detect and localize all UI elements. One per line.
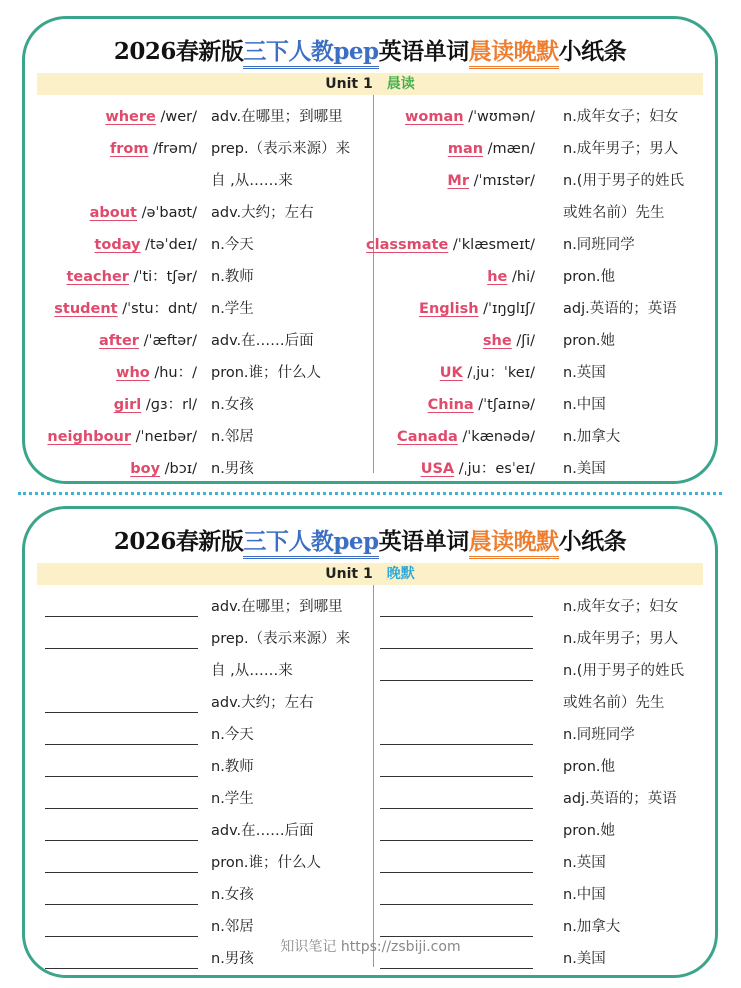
vocab-meaning-text: pron.他 (563, 759, 616, 775)
vocab-meaning (563, 453, 606, 485)
vocab-meaning (211, 293, 254, 325)
vocab-meaning (563, 197, 665, 229)
vocab-phonetic: /təˈdeɪ/ (145, 237, 197, 253)
vocab-phonetic: /ʃi/ (516, 333, 535, 349)
vocab-phonetic: /ˈæftər/ (143, 333, 197, 349)
vocab-phonetic: /ˈstu：dnt/ (122, 301, 197, 317)
vocab-word-entry (90, 197, 197, 229)
vocab-word-entry (448, 133, 535, 165)
title-suffix: 小纸条 (558, 38, 627, 65)
vocab-word: after (98, 333, 139, 349)
answer-blank-line[interactable] (45, 616, 198, 617)
vocab-word: woman (405, 109, 464, 125)
title-prefix: 2026春新版 (113, 38, 244, 65)
vocab-word: from (109, 141, 149, 157)
vocab-meaning-text: n.中国 (563, 397, 606, 413)
vocab-phonetic: /frəm/ (153, 141, 197, 157)
unit-header (37, 563, 703, 585)
vocab-meaning-text: 自 ,从……来 (211, 663, 293, 679)
vocab-meaning (563, 261, 615, 293)
vocab-meaning (211, 101, 343, 133)
vocab-meaning-text: n.学生 (211, 791, 254, 807)
vocab-meaning-text: 自 ,从……来 (211, 173, 293, 189)
vocab-word-entry (114, 389, 197, 421)
vocab-phonetic: /ˈkænədə/ (462, 429, 535, 445)
answer-blank-line[interactable] (45, 648, 198, 649)
vocab-meaning-text: n.邻居 (211, 919, 254, 935)
vocab-meaning-text: pron.谁；什么人 (211, 365, 322, 381)
answer-blank-line[interactable] (45, 840, 198, 841)
vocab-meaning-text: n.加拿大 (563, 919, 621, 935)
vocab-meaning-text: n.今天 (211, 727, 254, 743)
answer-blank-line[interactable] (45, 744, 198, 745)
vocab-word-entry (99, 325, 197, 357)
dotted-separator (18, 492, 722, 495)
title-prefix: 2026春新版 (113, 528, 244, 555)
vocab-word: who (116, 365, 150, 381)
vocab-meaning (563, 421, 620, 453)
vocab-meaning (211, 815, 314, 847)
vocab-meaning-text: adv.在……后面 (211, 823, 314, 839)
vocab-meaning-text: adv.在……后面 (211, 333, 314, 349)
vocab-phonetic: /ɡɜ：rl/ (145, 397, 197, 413)
vocab-phonetic: /ˈmɪstər/ (473, 173, 535, 189)
reading-card (22, 16, 718, 484)
vocab-meaning-text: prep.（表示来源）来 (211, 141, 351, 157)
vocab-meaning-text: n.学生 (211, 301, 254, 317)
vocab-meaning (211, 325, 314, 357)
vocab-meaning (211, 655, 293, 687)
vocab-meaning (211, 453, 254, 485)
vocab-phonetic: /əˈbaʊt/ (141, 205, 197, 221)
vocab-word-entry (483, 325, 535, 357)
watermark: 知识笔记 https://zsbiji.com (280, 939, 461, 955)
answer-blank-line[interactable] (45, 776, 198, 777)
vocab-meaning-text: n.成年女子；妇女 (563, 109, 679, 125)
column-divider (373, 585, 374, 967)
vocab-meaning (211, 783, 254, 815)
vocab-meaning (211, 197, 314, 229)
vocab-word: UK (439, 365, 463, 381)
vocab-meaning (211, 623, 350, 655)
vocab-word: where (105, 109, 156, 125)
vocab-meaning-text: n.男孩 (211, 951, 254, 967)
vocab-meaning-text: pron.她 (563, 823, 616, 839)
vocab-word: girl (113, 397, 142, 413)
vocab-phonetic: /ˌju：esˈeɪ/ (458, 461, 535, 477)
vocab-meaning-text: n.男孩 (211, 461, 254, 477)
vocab-meaning (211, 229, 254, 261)
card-title (25, 33, 715, 66)
vocab-word-entry (116, 357, 197, 389)
vocab-meaning-text: n.教师 (211, 759, 254, 775)
vocab-word: China (427, 397, 474, 413)
vocab-meaning (563, 623, 678, 655)
vocab-meaning-text: n.教师 (211, 269, 254, 285)
vocab-phonetic: /bɔɪ/ (164, 461, 197, 477)
vocab-meaning-text: n.英国 (563, 365, 606, 381)
answer-blank-line[interactable] (380, 616, 533, 617)
vocab-meaning-text: n.美国 (563, 951, 606, 967)
vocab-meaning-text: n.加拿大 (563, 429, 621, 445)
vocab-meaning (563, 719, 635, 751)
vocab-phonetic: /ˈklæsmeɪt/ (452, 237, 535, 253)
vocab-word: he (487, 269, 508, 285)
vocab-meaning-text: n.邻居 (211, 429, 254, 445)
answer-blank-line[interactable] (380, 808, 533, 809)
mode-label: 晚默 (386, 566, 415, 582)
vocab-word: classmate (366, 237, 449, 253)
vocab-meaning (563, 101, 678, 133)
vocab-word: teacher (66, 269, 129, 285)
vocab-meaning (563, 847, 606, 879)
vocab-meaning (211, 357, 321, 389)
vocab-meaning-text: n.同班同学 (563, 727, 635, 743)
vocab-word-entry (47, 421, 197, 453)
vocab-word-entry (487, 261, 535, 293)
vocab-meaning (563, 687, 665, 719)
title-middle: 英语单词 (378, 528, 469, 555)
answer-blank-line[interactable] (45, 872, 198, 873)
unit-label: Unit 1 (325, 76, 373, 92)
title-mode: 晨读晚默 (469, 38, 559, 69)
answer-blank-line[interactable] (380, 968, 533, 969)
column-divider (373, 95, 374, 473)
vocab-meaning-text: 或姓名前）先生 (563, 695, 665, 711)
vocab-word: student (54, 301, 118, 317)
vocab-phonetic: /ˈti：tʃər/ (133, 269, 197, 285)
vocab-meaning (211, 261, 254, 293)
vocab-meaning (211, 591, 343, 623)
answer-blank-line[interactable] (45, 712, 198, 713)
vocab-phonetic: /ˌju：ˈkeɪ/ (467, 365, 535, 381)
vocab-meaning (211, 389, 254, 421)
vocab-meaning (211, 421, 254, 453)
vocab-word: USA (420, 461, 455, 477)
vocab-meaning (563, 591, 678, 623)
title-edition: 三下人教pep (243, 528, 378, 559)
vocab-meaning-text: n.女孩 (211, 397, 254, 413)
vocab-word: Mr (447, 173, 469, 189)
vocab-phonetic: /ˈwʊmən/ (468, 109, 535, 125)
vocab-word: neighbour (47, 429, 132, 445)
vocab-meaning (563, 165, 684, 197)
vocab-meaning-text: n.(用于男子的姓氏 (563, 173, 684, 189)
vocab-meaning (563, 655, 684, 687)
vocab-phonetic: /hi/ (512, 269, 535, 285)
vocab-word-entry (110, 133, 197, 165)
vocab-meaning (563, 879, 606, 911)
vocab-meaning-text: pron.她 (563, 333, 616, 349)
vocab-meaning-text: adj.英语的；英语 (563, 301, 677, 317)
vocab-phonetic: /ˈneɪbər/ (135, 429, 197, 445)
answer-blank-line[interactable] (380, 744, 533, 745)
vocab-word-entry (366, 229, 535, 261)
title-mode: 晨读晚默 (469, 528, 559, 559)
unit-label: Unit 1 (325, 566, 373, 582)
vocab-meaning-text: n.中国 (563, 887, 606, 903)
vocab-meaning (563, 293, 677, 325)
vocab-word: about (89, 205, 137, 221)
answer-blank-line[interactable] (380, 776, 533, 777)
vocab-word-entry (105, 101, 197, 133)
answer-blank-line[interactable] (380, 680, 533, 681)
vocab-word-entry (54, 293, 197, 325)
answer-blank-line[interactable] (380, 648, 533, 649)
vocab-meaning (211, 879, 254, 911)
vocab-word-entry (130, 453, 197, 485)
vocab-phonetic: /mæn/ (487, 141, 535, 157)
vocab-meaning-text: 或姓名前）先生 (563, 205, 665, 221)
title-edition: 三下人教pep (243, 38, 378, 69)
vocab-word-entry (447, 165, 535, 197)
vocab-meaning-text: n.成年女子；妇女 (563, 599, 679, 615)
vocab-phonetic: /ˈɪŋɡlɪʃ/ (483, 301, 535, 317)
vocab-meaning (563, 325, 615, 357)
vocab-word: English (419, 301, 479, 317)
vocab-meaning-text: adv.在哪里；到哪里 (211, 109, 343, 125)
dictation-card (22, 506, 718, 978)
vocab-meaning (211, 687, 314, 719)
vocab-word: Canada (397, 429, 458, 445)
vocab-phonetic: /hu：/ (154, 365, 197, 381)
vocab-meaning-text: prep.（表示来源）来 (211, 631, 351, 647)
title-suffix: 小纸条 (558, 528, 627, 555)
vocab-phonetic: /ˈtʃaɪnə/ (478, 397, 535, 413)
vocab-meaning (211, 165, 293, 197)
vocab-word-entry (67, 261, 198, 293)
vocab-meaning (563, 357, 606, 389)
vocab-word-entry (428, 389, 535, 421)
vocab-meaning (211, 847, 321, 879)
vocab-meaning (563, 133, 678, 165)
vocab-meaning (211, 719, 254, 751)
vocab-meaning (563, 815, 615, 847)
vocab-word-entry (94, 229, 197, 261)
answer-blank-line[interactable] (380, 840, 533, 841)
unit-header (37, 73, 703, 95)
card-title (25, 523, 715, 556)
vocab-meaning-text: n.同班同学 (563, 237, 635, 253)
answer-blank-line[interactable] (45, 968, 198, 969)
vocab-phonetic: /wer/ (160, 109, 197, 125)
vocab-meaning-text: n.美国 (563, 461, 606, 477)
vocab-meaning-text: adv.大约；左右 (211, 205, 314, 221)
vocab-meaning-text: n.成年男子；男人 (563, 141, 679, 157)
vocab-meaning (563, 751, 615, 783)
vocab-word-entry (419, 293, 535, 325)
vocab-meaning-text: pron.他 (563, 269, 616, 285)
vocab-word: she (482, 333, 512, 349)
vocab-word: boy (130, 461, 161, 477)
vocab-meaning-text: n.(用于男子的姓氏 (563, 663, 684, 679)
vocab-word-entry (440, 357, 535, 389)
vocab-meaning-text: pron.谁；什么人 (211, 855, 322, 871)
mode-label: 晨读 (386, 76, 415, 92)
answer-blank-line[interactable] (380, 872, 533, 873)
vocab-word: man (447, 141, 484, 157)
vocab-meaning-text: n.今天 (211, 237, 254, 253)
answer-blank-line[interactable] (45, 904, 198, 905)
answer-blank-line[interactable] (45, 808, 198, 809)
vocab-meaning (211, 133, 350, 165)
vocab-meaning-text: n.成年男子；男人 (563, 631, 679, 647)
vocab-meaning-text: n.英国 (563, 855, 606, 871)
vocab-meaning (563, 389, 606, 421)
answer-blank-line[interactable] (380, 904, 533, 905)
vocab-word-entry (421, 453, 535, 485)
vocab-meaning (563, 783, 677, 815)
title-middle: 英语单词 (378, 38, 469, 65)
vocab-word: today (94, 237, 141, 253)
vocab-meaning-text: adv.在哪里；到哪里 (211, 599, 343, 615)
vocab-meaning-text: n.女孩 (211, 887, 254, 903)
vocab-meaning (211, 751, 254, 783)
vocab-meaning-text: adj.英语的；英语 (563, 791, 677, 807)
vocab-word-entry (397, 421, 535, 453)
vocab-meaning (563, 229, 635, 261)
vocab-meaning-text: adv.大约；左右 (211, 695, 314, 711)
vocab-word-entry (405, 101, 535, 133)
